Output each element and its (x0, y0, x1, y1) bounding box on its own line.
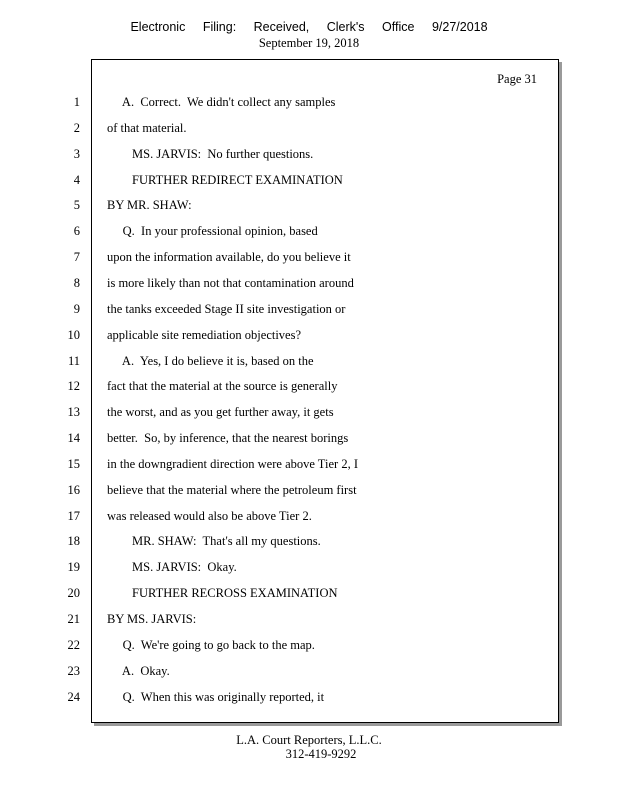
line-number: 18 (67, 534, 80, 548)
transcript-line: BY MS. JARVIS: (107, 612, 197, 626)
transcript-line: A. Okay. (107, 664, 170, 678)
line-number: 8 (73, 276, 80, 290)
transcript-line: Q. In your professional opinion, based (107, 224, 318, 238)
line-number: 1 (73, 95, 80, 109)
line-number: 20 (67, 586, 80, 600)
transcript-line: MS. JARVIS: Okay. (107, 560, 237, 574)
line-number: 2 (73, 121, 80, 135)
filing-stamp-word: Office (382, 20, 415, 34)
line-number: 21 (67, 612, 80, 626)
reporter-company: L.A. Court Reporters, L.L.C. (236, 733, 382, 747)
transcript-line: of that material. (107, 121, 187, 135)
transcript-line: FURTHER REDIRECT EXAMINATION (107, 173, 343, 187)
line-number: 23 (67, 664, 80, 678)
line-number: 19 (67, 560, 80, 574)
filing-stamp (0, 20, 618, 35)
reporter-phone: 312-419-9292 (285, 747, 357, 761)
filing-stamp-word: Received, (253, 20, 310, 34)
transcript-line: A. Correct. We didn't collect any samples (107, 95, 336, 109)
transcript-line: the worst, and as you get further away, it gets (107, 405, 334, 419)
transcript-line: applicable site remediation objectives? (107, 328, 302, 342)
line-number: 10 (67, 328, 80, 342)
filing-stamp-word: Filing: (202, 20, 237, 34)
line-number: 14 (67, 431, 80, 445)
line-number: 6 (73, 224, 80, 238)
transcript-line: fact that the material at the source is generally (107, 379, 338, 393)
transcript-line: A. Yes, I do believe it is, based on the (107, 354, 314, 368)
line-number: 12 (67, 379, 80, 393)
transcript-line: Q. When this was originally reported, it (107, 690, 325, 704)
transcript-line: MR. SHAW: That's all my questions. (107, 534, 321, 548)
transcript-line: believe that the material where the petroleum first (107, 483, 357, 497)
transcript-line: upon the information available, do you believe it (107, 250, 351, 264)
transcript-line: the tanks exceeded Stage II site investigation or (107, 302, 346, 316)
transcript-line: in the downgradient direction were above Tier 2, I (107, 457, 358, 471)
transcript-line: better. So, by inference, that the nearest borings (107, 431, 349, 445)
transcript-line: is more likely than not that contamination around (107, 276, 354, 290)
line-number: 11 (67, 354, 80, 368)
filing-stamp-word: 9/27/2018 (431, 20, 488, 34)
line-number: 4 (73, 173, 80, 187)
line-number: 15 (67, 457, 80, 471)
line-number: 3 (73, 147, 80, 161)
line-number: 22 (67, 638, 80, 652)
filing-stamp-word: Electronic (130, 20, 186, 34)
transcript-line: BY MR. SHAW: (107, 198, 192, 212)
transcript-line: MS. JARVIS: No further questions. (107, 147, 314, 161)
transcript-line: FURTHER RECROSS EXAMINATION (107, 586, 338, 600)
transcript-date: September 19, 2018 (258, 36, 360, 50)
line-number: 7 (73, 250, 80, 264)
transcript-line: Q. We're going to go back to the map. (107, 638, 315, 652)
line-number: 16 (67, 483, 80, 497)
line-number: 24 (67, 690, 80, 704)
line-number: 5 (73, 198, 80, 212)
line-number: 17 (67, 509, 80, 523)
line-number: 9 (73, 302, 80, 316)
transcript-line: was released would also be above Tier 2. (107, 509, 312, 523)
filing-stamp-word: Clerk's (326, 20, 365, 34)
page-number: Page 31 (497, 72, 537, 86)
line-number: 13 (67, 405, 80, 419)
